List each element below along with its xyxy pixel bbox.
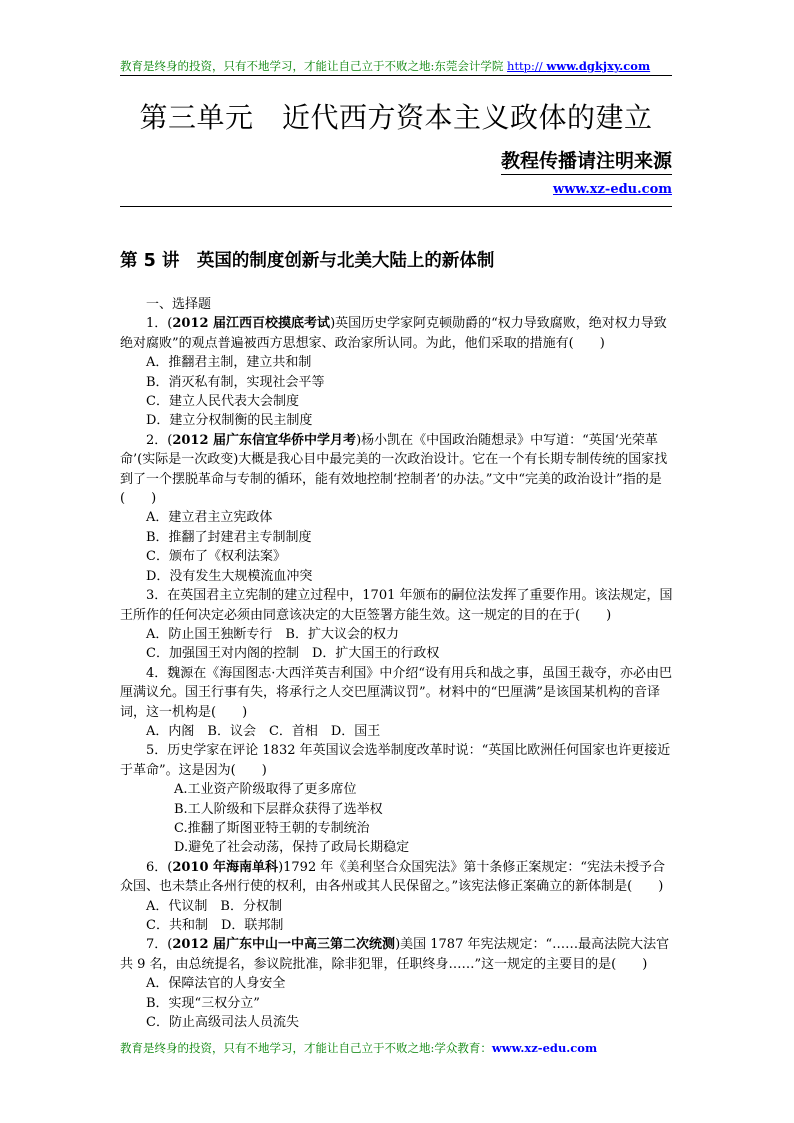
answer-option: C．共和制 D．联邦制 xyxy=(146,918,284,933)
header-motto: 教育是终身的投资，只有不地学习，才能让自己立于不败之地:东莞会计学院 xyxy=(120,59,508,73)
answer-option: B．消灭私有制，实现社会平等 xyxy=(146,374,325,390)
question-number: 5． xyxy=(146,743,168,759)
question-text: 在英国君主立宪制的建立过程中，1701 年颁布的嗣位法发挥了重要作用。该法规定，国王所作的任何决定必须由同意该决定的大臣签署方能生效。这一规定的目的在于( ) xyxy=(120,588,673,623)
footer-link[interactable]: www.xz-edu.com xyxy=(491,1041,598,1055)
answer-option: B．实现“三权分立” xyxy=(146,995,260,1011)
question-source: 2010 年海南单科 xyxy=(172,859,279,875)
question-stem xyxy=(120,935,676,974)
answer-option: B.工人阶级和下层群众获得了选举权 xyxy=(174,801,383,817)
source-stamp: 教程传播请注明来源 xyxy=(501,146,672,175)
header-link-prefix[interactable]: http:// xyxy=(507,59,547,73)
question-stem xyxy=(120,664,676,722)
answer-option: A．防止国王独断专行 B．扩大议会的权力 xyxy=(146,626,399,642)
answer-option: D．没有发生大规模流血冲突 xyxy=(146,568,313,584)
answer-option: C．防止高级司法人员流失 xyxy=(146,1015,299,1031)
question-list xyxy=(120,295,676,1032)
site-link[interactable]: www.xz-edu.com xyxy=(553,182,672,197)
unit-title: 第三单元 近代西方资本主义政体的建立 xyxy=(139,101,653,134)
question-stem xyxy=(120,431,676,509)
answer-option: A．推翻君主制，建立共和制 xyxy=(146,355,312,371)
answer-option: C.推翻了斯图亚特王朝的专制统治 xyxy=(174,820,370,836)
answer-option: A．保障法官的人身安全 xyxy=(146,976,286,992)
question-stem xyxy=(120,314,676,353)
answer-option: A．内阁 B．议会 C．首相 D．国王 xyxy=(146,723,381,739)
question-text: )杨小凯在《中国政治随想录》中写道：“英国‘光荣革命’(实际是一次政变)大概是我心目中最完美的一次政治设计。它在一个有长期专制传统的国家找到了一个摆脱革命与专制的循环，能有效地控制‘控制者’的办法。”文中“完美的政治设计”指的是( ) xyxy=(120,432,668,507)
question-source: 2012 届广东信宜华侨中学月考 xyxy=(172,432,357,448)
page-footer xyxy=(120,1040,597,1056)
question-number: 4． xyxy=(146,665,168,681)
answer-option: A．建立君主立宪政体 xyxy=(146,510,273,526)
header-rule xyxy=(120,75,672,76)
title-rule xyxy=(120,206,672,207)
question-stem xyxy=(120,858,676,897)
question-text: )英国历史学家阿克顿勋爵的“权力导致腐败，绝对权力导致绝对腐败”的观点普遍被西方思想家、政治家所认同。为此，他们采取的措施有( ) xyxy=(120,316,667,351)
section-heading: 一、选择题 xyxy=(146,297,212,312)
question-number: 6．( xyxy=(146,859,173,875)
question-text: )1792 年《美利坚合众国宪法》第十条修正案规定：“宪法未授予合众国、也未禁止各州行使的权利，由各州或其人民保留之。”该宪法修正案确立的新体制是( ) xyxy=(120,859,665,895)
answer-option: C．加强国王对内阁的控制 D．扩大国王的行政权 xyxy=(146,646,440,662)
question-number: 1．( xyxy=(146,316,173,332)
question-number: 7．( xyxy=(146,937,173,953)
lecture-title: 第 5 讲 英国的制度创新与北美大陆上的新体制 xyxy=(120,251,495,271)
question-source: 2012 届江西百校摸底考试 xyxy=(172,316,331,332)
question-text: )美国 1787 年宪法规定：“……最高法院大法官共 9 名，由总统提名，参议院批准，除非犯罪，任职终身……”这一规定的主要目的是( ) xyxy=(120,937,670,972)
footer-motto: 教育是终身的投资，只有不地学习，才能让自己立于不败之地:学众教育： xyxy=(120,1041,492,1055)
page-header xyxy=(120,58,672,74)
answer-option: D.避免了社会动荡，保持了政局长期稳定 xyxy=(174,840,410,856)
question-stem xyxy=(120,741,676,780)
question-stem xyxy=(120,586,676,625)
answer-option: A.工业资产阶级取得了更多席位 xyxy=(174,782,357,798)
answer-option: A．代议制 B．分权制 xyxy=(146,898,282,914)
header-link[interactable]: www.dgkjxy.com xyxy=(546,59,651,73)
answer-option: D．建立分权制衡的民主制度 xyxy=(146,413,313,429)
answer-option: C．颁布了《权利法案》 xyxy=(146,549,286,565)
question-text: 魏源在《海国图志·大西洋英吉利国》中介绍“设有用兵和战之事，虽国王裁夺，亦必由巴厘满议允。国王行事有失，将承行之人交巴厘满议罚”。材料中的“巴厘满”是该国某机构的音译词，这一机构是( ) xyxy=(120,665,673,720)
question-number: 3． xyxy=(146,588,168,604)
answer-option: C．建立人民代表大会制度 xyxy=(146,394,299,410)
answer-option: B．推翻了封建君主专制制度 xyxy=(146,529,312,545)
question-source: 2012 届广东中山一中高三第二次统测 xyxy=(172,937,396,953)
question-text: 历史学家在评论 1832 年英国议会选举制度改革时说：“英国比欧洲任何国家也许更接近于革命”。这是因为( ) xyxy=(120,743,671,778)
question-number: 2．( xyxy=(146,432,173,448)
